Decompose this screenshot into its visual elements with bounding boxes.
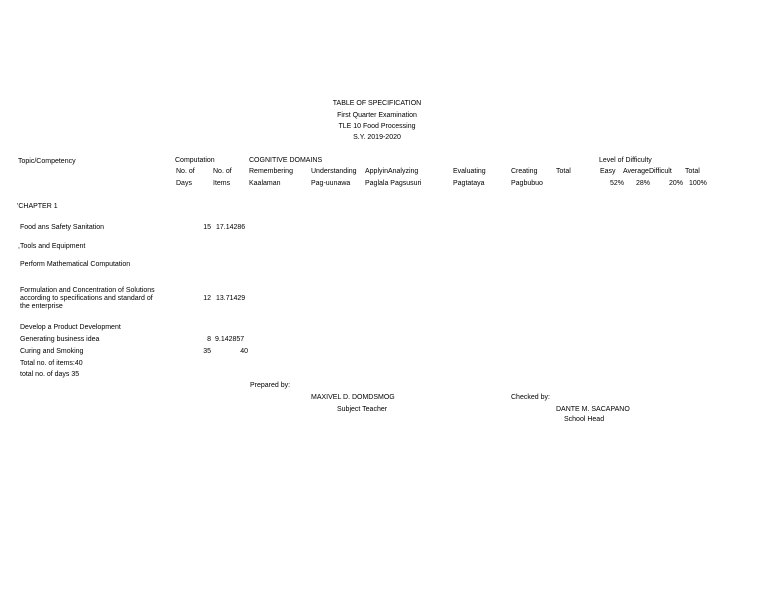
evaluating-header: Evaluating	[453, 168, 486, 175]
preparer-role: Subject Teacher	[337, 406, 388, 413]
days-value: 8	[207, 336, 211, 343]
cognitive-domains-header: COGNITIVE DOMAINS	[249, 157, 323, 164]
evaluating-filipino: Pagtataya	[453, 180, 485, 187]
items-header-line2: Items	[213, 180, 231, 187]
understanding-header: Understanding	[311, 168, 357, 175]
items-value: 9.142857	[215, 336, 245, 343]
document-title: TABLE OF SPECIFICATION	[332, 100, 422, 107]
average-difficult-header: AverageDifficult	[623, 168, 672, 175]
days-header-line2: Days	[176, 180, 192, 187]
applying-analyzing-header: ApplyinAnalyzing	[365, 168, 419, 175]
remembering-header: Remembering	[249, 168, 293, 175]
difficulty-total-header: Total	[685, 168, 700, 175]
applying-analyzing-filipino: Paglala Pagsusuri	[365, 180, 422, 187]
days-value: 12	[203, 295, 211, 302]
school-year: S.Y. 2019-2020	[353, 134, 401, 141]
topic-tools-equipment: ,Tools and Equipment	[18, 243, 86, 250]
total-percent: 100%	[689, 180, 707, 187]
topic-product-development: Develop a Product Development	[20, 324, 121, 331]
creating-header: Creating	[511, 168, 538, 175]
average-percent: 28%	[635, 180, 650, 187]
preparer-name: MAXIVEL D. DOMDSMOG	[311, 394, 395, 401]
checker-role: School Head	[564, 416, 605, 423]
total-items-note: Total no. of items:40	[20, 360, 83, 367]
level-of-difficulty-header: Level of Difficulty	[599, 157, 652, 164]
topic-business-idea: Generating business idea	[20, 336, 100, 343]
chapter-label: 'CHAPTER 1	[17, 203, 58, 210]
topic-food-safety: Food ans Safety Sanitation	[20, 224, 105, 231]
remembering-filipino: Kaalaman	[249, 180, 281, 187]
days-value: 15	[203, 224, 211, 231]
understanding-filipino: Pag-uunawa	[311, 180, 351, 187]
items-value: 13.71429	[216, 295, 246, 302]
checker-name: DANTE M. SACAPANO	[556, 406, 630, 413]
topic-math-computation: Perform Mathematical Computation	[20, 261, 131, 268]
topic-column-header: Topic/Competency	[18, 158, 76, 165]
topic-curing-smoking: Curing and Smoking	[20, 348, 84, 355]
easy-header: Easy	[600, 168, 616, 175]
topic-formulation-line1: Formulation and Concentration of Solutions	[20, 287, 155, 294]
days-total-value: 35	[203, 348, 211, 355]
topic-formulation-line2: according to specifications and standard of	[20, 295, 153, 302]
total-header: Total	[556, 168, 571, 175]
items-header-line1: No. of	[213, 168, 232, 175]
computation-header: Computation	[175, 157, 215, 164]
items-total-value: 40	[240, 348, 248, 355]
prepared-by-label: Prepared by:	[250, 382, 291, 389]
total-days-note: total no. of days 35	[20, 371, 80, 378]
days-header-line1: No. of	[176, 168, 195, 175]
difficult-percent: 20%	[668, 180, 683, 187]
items-value: 17.14286	[216, 224, 246, 231]
subject-name: TLE 10 Food Processing	[338, 123, 416, 130]
easy-percent: 52%	[609, 180, 624, 187]
checked-by-label: Checked by:	[511, 394, 550, 401]
topic-formulation-line3: the enterprise	[20, 303, 63, 310]
exam-name: First Quarter Examination	[337, 112, 417, 119]
creating-filipino: Pagbubuo	[511, 180, 543, 187]
